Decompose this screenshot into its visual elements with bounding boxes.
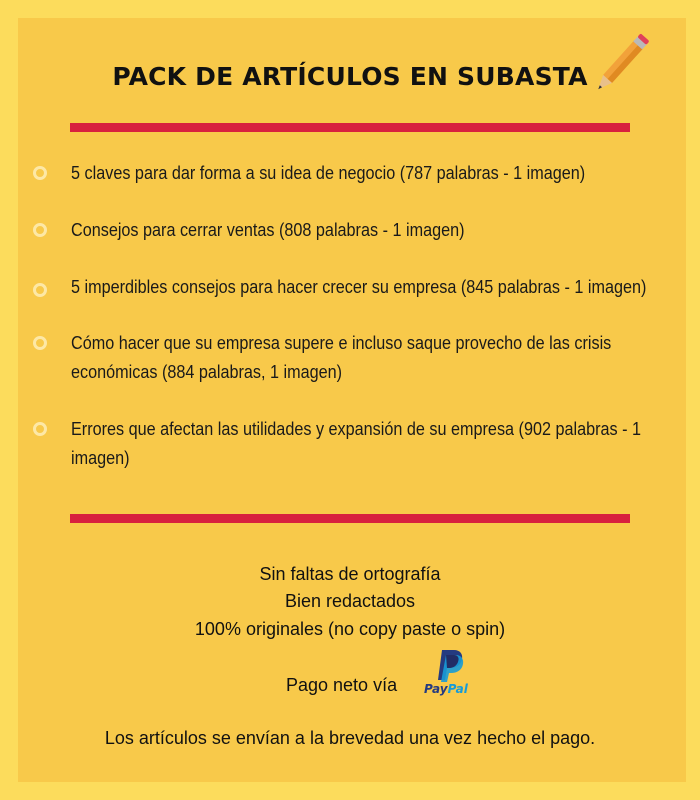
bullet-circle-icon bbox=[33, 336, 47, 350]
bullet-circle-icon bbox=[33, 223, 47, 237]
feature-line: 100% originales (no copy paste o spin) bbox=[194, 619, 506, 639]
payment-label: Pago neto vía bbox=[286, 675, 398, 695]
article-title: Consejos para cerrar ventas (808 palabras - 1 imagen) bbox=[71, 220, 465, 240]
feature-line: Sin faltas de ortografía bbox=[259, 564, 441, 584]
bullet-circle-icon bbox=[33, 166, 47, 180]
paypal-pay: Pay bbox=[424, 682, 448, 696]
bullet-circle-icon bbox=[33, 422, 47, 436]
footer-note: Los artículos se envían a la brevedad una vez hecho el pago. bbox=[104, 728, 596, 748]
article-title: 5 imperdibles consejos para hacer crecer su empresa (845 palabras - 1 imagen) bbox=[71, 277, 647, 297]
article-title: Cómo hacer que su empresa supere e incluso saque provecho de las crisis económicas (884 palabras, 1 imagen) bbox=[71, 333, 612, 382]
page-title: PACK DE ARTÍCULOS EN SUBASTA bbox=[112, 62, 588, 91]
paypal-wordmark bbox=[424, 682, 468, 696]
article-title: Errores que afectan las utilidades y expansión de su empresa (902 palabras - 1 imagen) bbox=[71, 419, 642, 468]
feature-line: Bien redactados bbox=[284, 591, 416, 611]
payment-row bbox=[0, 644, 700, 704]
article-title: 5 claves para dar forma a su idea de negocio (787 palabras - 1 imagen) bbox=[71, 163, 586, 183]
divider-bottom bbox=[70, 514, 630, 523]
divider-top bbox=[70, 123, 630, 132]
paypal-logo-icon bbox=[435, 648, 465, 682]
pencil-icon bbox=[588, 28, 654, 100]
bullet-circle-icon bbox=[33, 283, 47, 297]
paypal-pal: Pal bbox=[447, 682, 468, 696]
